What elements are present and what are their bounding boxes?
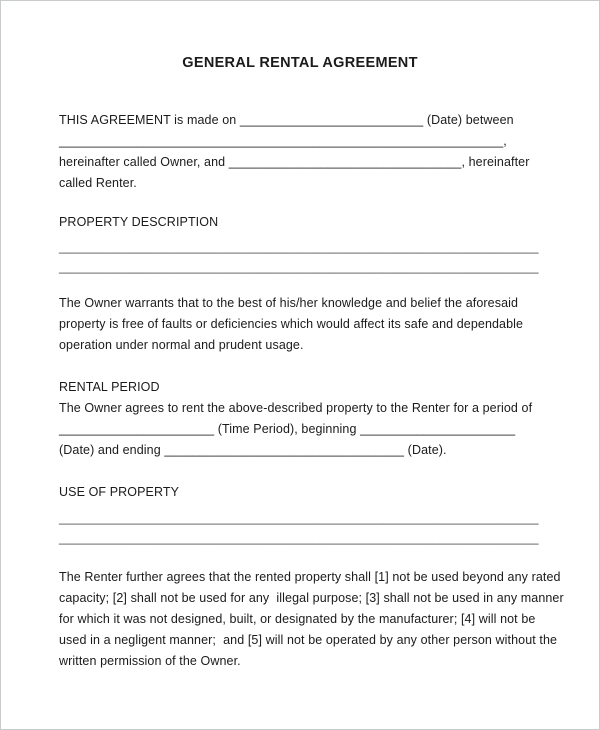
section-heading-rental-period: RENTAL PERIOD [59, 380, 160, 394]
renter-obligations-line: The Renter further agrees that the rented property shall [1] not be used beyond any rated [59, 570, 561, 584]
rental-period-line: (Date) and ending __________________________________ (Date). [59, 443, 447, 457]
rental-period-line: ______________________ (Time Period), beginning ______________________ [59, 422, 516, 436]
renter-obligations-line: for which it was not designed, built, or designated by the manufacturer; [4] will not be [59, 612, 536, 626]
fill-in-blank-line: ____________________________________________________________________ [59, 240, 539, 254]
fill-in-blank-line: ____________________________________________________________________ [59, 260, 539, 274]
rental-period-line: The Owner agrees to rent the above-described property to the Renter for a period of [59, 401, 533, 415]
fill-in-blank-line: ____________________________________________________________________ [59, 511, 539, 525]
property-description-blanks [59, 237, 541, 277]
section-heading-property-description: PROPERTY DESCRIPTION [59, 215, 219, 229]
owner-warranty-line: The Owner warrants that to the best of his/her knowledge and belief the aforesaid [59, 296, 519, 310]
owner-warranty-line: property is free of faults or deficiencies which would affect its safe and dependable [59, 317, 524, 331]
renter-obligations-line: written permission of the Owner. [59, 654, 241, 668]
owner-warranty-paragraph [59, 293, 541, 356]
section-heading-use-of-property: USE OF PROPERTY [59, 485, 180, 499]
use-of-property-blanks [59, 508, 541, 548]
fill-in-blank-line: ____________________________________________________________________ [59, 531, 539, 545]
intro-line: _______________________________________________________________, [59, 134, 507, 148]
rental-period-paragraph [59, 398, 541, 461]
renter-obligations-line: capacity; [2] shall not be used for any illegal purpose; [3] shall not be used in any manner [59, 591, 564, 605]
renter-obligations-paragraph [59, 567, 564, 672]
intro-line: called Renter. [59, 176, 137, 190]
intro-line: hereinafter called Owner, and _________________________________, hereinafter [59, 155, 530, 169]
renter-obligations-line: used in a negligent manner; and [5] will not be operated by any other person without the [59, 633, 558, 647]
intro-line: THIS AGREEMENT is made on __________________________ (Date) between [59, 113, 514, 127]
document-title: GENERAL RENTAL AGREEMENT [182, 55, 418, 71]
intro-paragraph [59, 110, 541, 194]
owner-warranty-line: operation under normal and prudent usage. [59, 338, 304, 352]
